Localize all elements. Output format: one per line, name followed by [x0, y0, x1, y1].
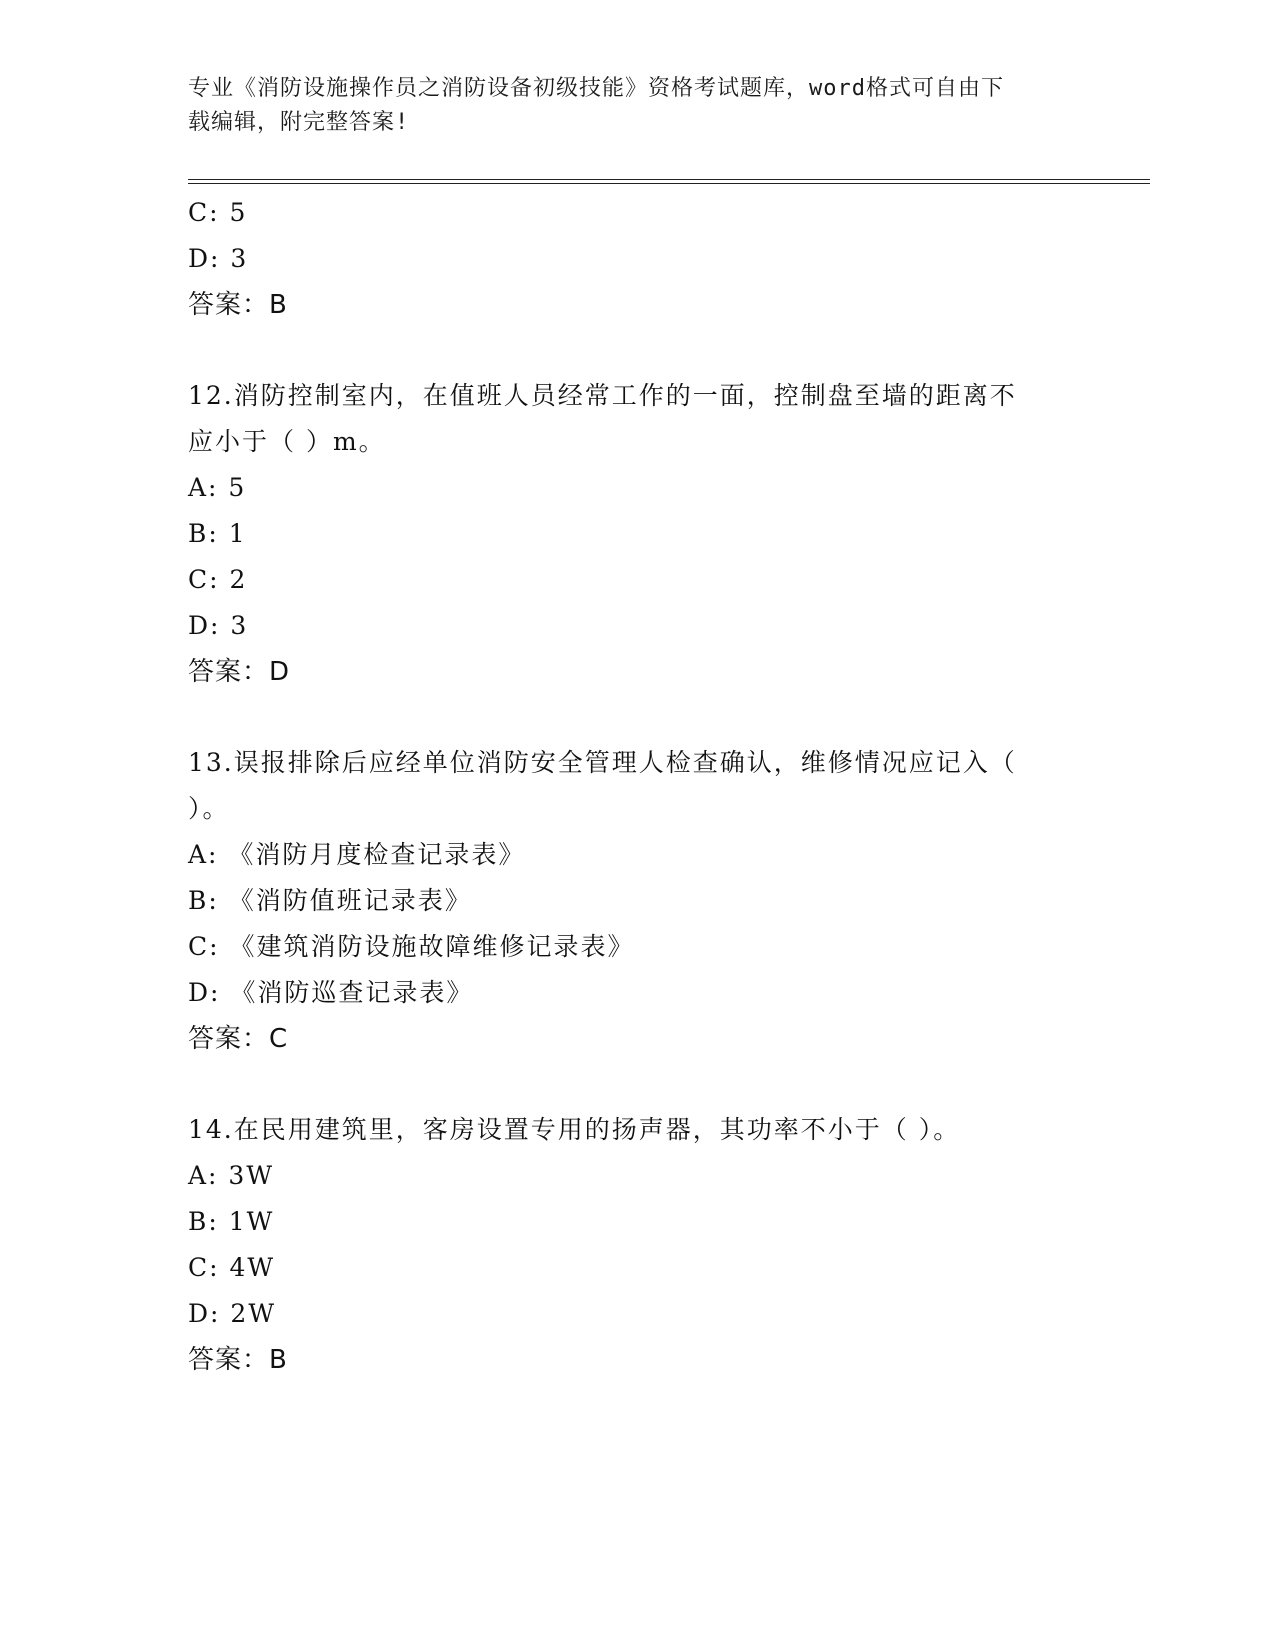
answer-line: 答案：B [188, 290, 288, 320]
question-text-line-1: 13.误报排除后应经单位消防安全管理人检查确认，维修情况应记入（ [188, 748, 1017, 777]
option-b: B: 《消防值班记录表》 [188, 886, 472, 915]
question-12 [188, 373, 1088, 695]
option-d: D: 3 [188, 244, 249, 273]
option-a: A: 5 [188, 473, 247, 502]
option-c: C: 4W [188, 1253, 276, 1282]
option-d: D: 2W [188, 1299, 277, 1328]
option-d: D: 《消防巡查记录表》 [188, 978, 474, 1007]
header-line-1: 专业《消防设施操作员之消防设备初级技能》资格考试题库，word格式可自由下 [188, 76, 1004, 101]
question-text-line-1: 14.在民用建筑里，客房设置专用的扬声器，其功率不小于（ ）。 [188, 1115, 961, 1144]
option-c: C: 5 [188, 198, 248, 227]
answer-line: 答案：B [188, 1345, 288, 1375]
option-b: B: 1 [188, 519, 247, 548]
header-double-rule [188, 179, 1150, 184]
option-a: A: 3W [188, 1161, 275, 1190]
prev-question-tail [188, 190, 1088, 328]
option-c: C: 2 [188, 565, 248, 594]
answer-line: 答案：D [188, 657, 291, 687]
question-13 [188, 740, 1088, 1062]
question-list [188, 190, 1088, 1383]
page-header [188, 72, 1068, 140]
question-14 [188, 1107, 1088, 1383]
header-line-2: 载编辑，附完整答案! [188, 110, 410, 135]
question-text-line-1: 12.消防控制室内，在值班人员经常工作的一面，控制盘至墙的距离不 [188, 381, 1017, 410]
option-c: C: 《建筑消防设施故障维修记录表》 [188, 932, 635, 961]
question-text-line-2: ）。 [188, 794, 230, 823]
question-text-line-2: 应小于（ ）m。 [188, 427, 386, 456]
answer-line: 答案：C [188, 1024, 289, 1054]
option-b: B: 1W [188, 1207, 275, 1236]
option-a: A: 《消防月度检查记录表》 [188, 840, 526, 869]
option-d: D: 3 [188, 611, 249, 640]
